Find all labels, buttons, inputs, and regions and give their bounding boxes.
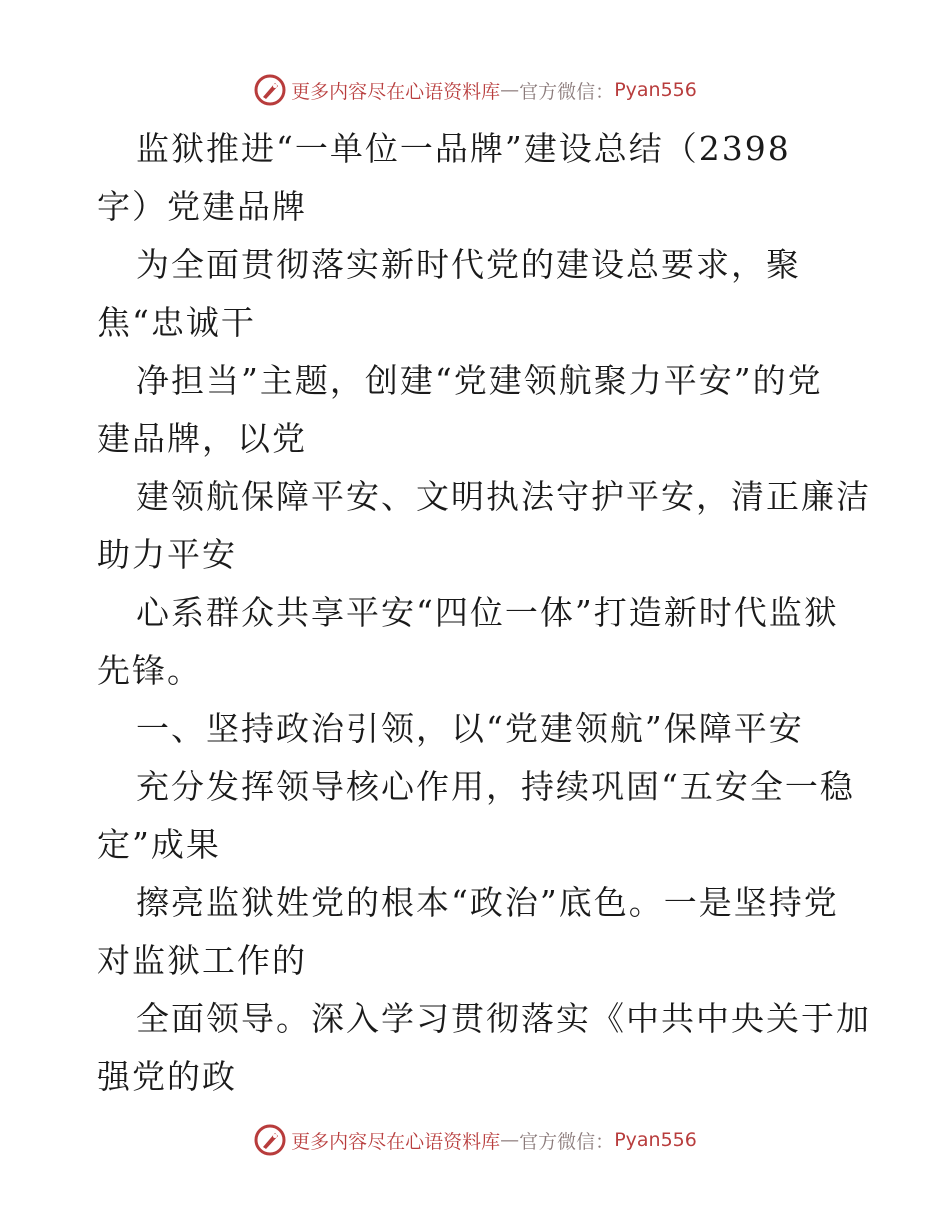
pen-nib-logo-icon bbox=[253, 1123, 287, 1157]
watermark-wechat-label: 官方微信： bbox=[519, 1130, 615, 1153]
watermark-library-text: 更多内容尽在心语资料库 bbox=[291, 80, 501, 103]
paragraph-line: 全面领导。深入学习贯彻落实《中共中央关于加 bbox=[136, 999, 871, 1038]
paragraph-line: 充分发挥领导核心作用，持续巩固“五安全一稳 bbox=[136, 767, 855, 806]
watermark-separator: — bbox=[500, 79, 520, 101]
section-heading: 一、坚持政治引领，以“党建领航”保障平安 bbox=[136, 709, 804, 748]
paragraph-line: 助力平安 bbox=[97, 535, 237, 574]
pen-nib-logo-icon bbox=[253, 73, 287, 107]
paragraph-line: 定”成果 bbox=[97, 825, 221, 864]
watermark-wechat-label: 官方微信： bbox=[519, 80, 615, 103]
watermark-wechat-id: Pyan556 bbox=[614, 79, 697, 101]
title-line-1: 监狱推进“一单位一品牌”建设总结（2398 bbox=[136, 129, 791, 168]
paragraph-line: 对监狱工作的 bbox=[97, 941, 307, 980]
paragraph-line: 建领航保障平安、文明执法守护平安，清正廉洁 bbox=[136, 477, 871, 516]
watermark-separator: — bbox=[500, 1129, 520, 1151]
paragraph-line: 建品牌，以党 bbox=[97, 419, 307, 458]
title-line-2: 字）党建品牌 bbox=[97, 187, 307, 226]
paragraph-line: 擦亮监狱姓党的根本“政治”底色。一是坚持党 bbox=[136, 883, 839, 922]
paragraph-line: 为全面贯彻落实新时代党的建设总要求，聚 bbox=[136, 245, 801, 284]
header-watermark bbox=[0, 70, 950, 110]
paragraph-line: 焦“忠诚干 bbox=[97, 303, 256, 342]
paragraph-line: 净担当”主题，创建“党建领航聚力平安”的党 bbox=[136, 361, 823, 400]
watermark-library-text: 更多内容尽在心语资料库 bbox=[291, 1130, 501, 1153]
watermark-wechat-id: Pyan556 bbox=[614, 1129, 697, 1151]
paragraph-line: 强党的政 bbox=[97, 1057, 237, 1096]
footer-watermark bbox=[0, 1120, 950, 1160]
paragraph-line: 先锋。 bbox=[97, 651, 202, 690]
paragraph-line: 心系群众共享平安“四位一体”打造新时代监狱 bbox=[136, 593, 839, 632]
